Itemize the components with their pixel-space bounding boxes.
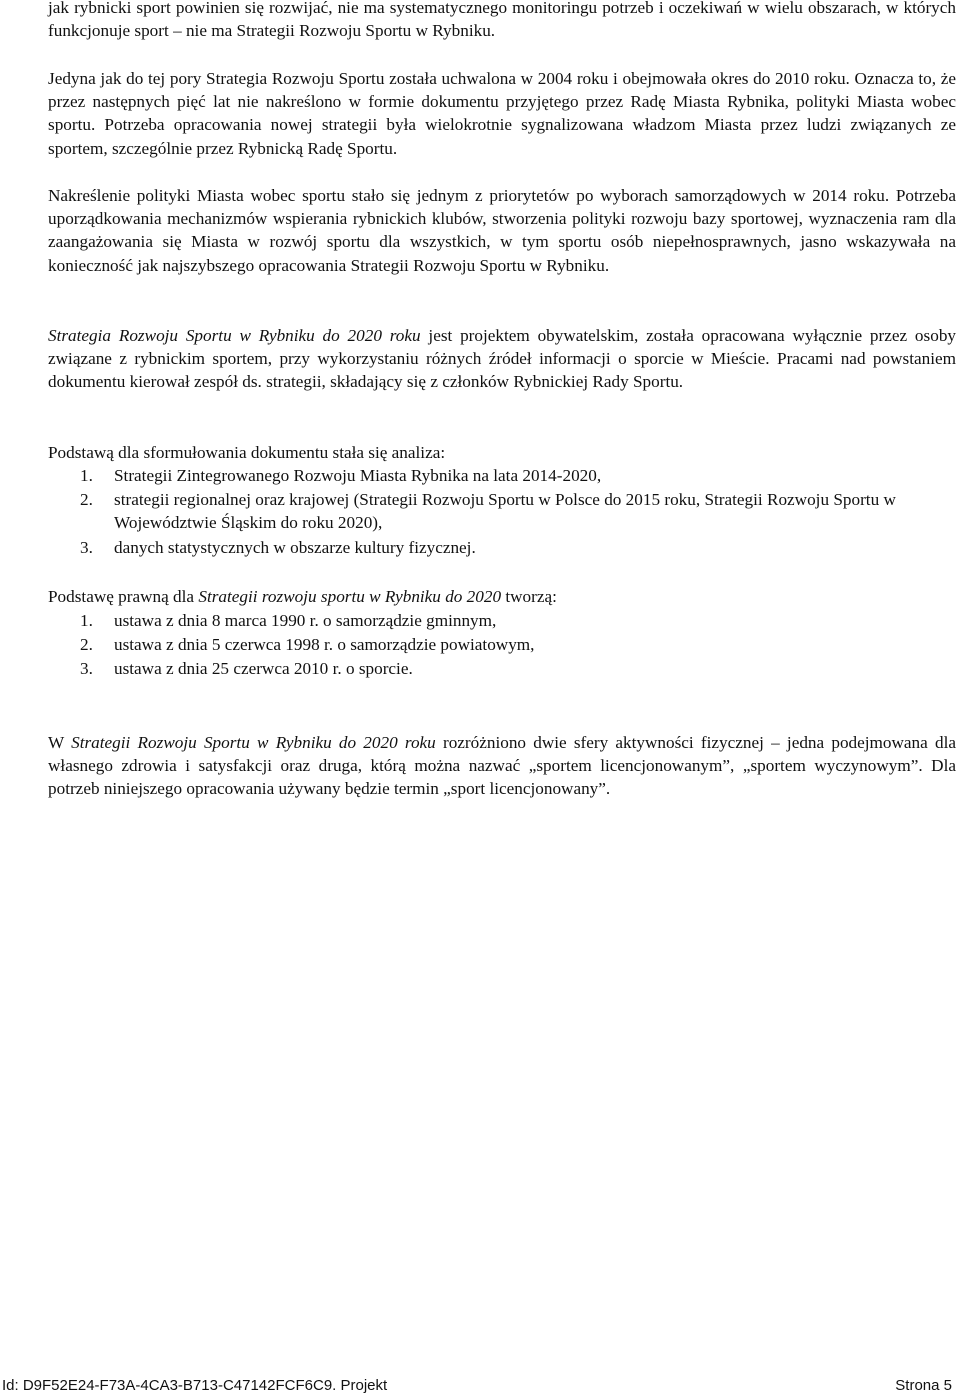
paragraph-legal-basis: Podstawę prawną dla Strategii rozwoju sportu w Rybniku do 2020 tworzą: [48,587,557,606]
list-item-text: danych statystycznych w obszarze kultury fizycznej. [114,537,476,557]
strategy-title-italic: Strategia Rozwoju Sportu w Rybniku do 2020 roku [48,326,421,345]
list-item-text: ustawa z dnia 5 czerwca 1998 r. o samorządzie powiatowym, [114,635,535,655]
list-item-text: strategii regionalnej oraz krajowej (Strategii Rozwoju Sportu w Polsce do 2015 roku, Strategii Rozwoju Sportu w Województwie Śląskim do roku 2020), [114,490,896,533]
list-item-text: ustawa z dnia 25 czerwca 2010 r. o sporcie. [114,659,413,679]
page-number: Strona 5 [895,1377,952,1394]
list-item [48,488,956,534]
strategy-title-italic: Strategii Rozwoju Sportu w Rybniku do 2020 roku [71,733,436,752]
list-item [48,464,956,487]
legal-acts-list [48,609,956,681]
list-item [48,609,956,632]
paragraph-civic-project [48,324,956,394]
list-number: 1. [80,466,93,485]
document-id: Id: D9F52E24-F73A-4CA3-B713-C47142FCF6C9. Projekt [2,1377,388,1394]
paragraph-previous-strategy: Jedyna jak do tej pory Strategia Rozwoju Sportu została uchwalona w 2004 roku i obejmowała okres do 2010 roku. Oznacza to, że przez następnych pięć lat nie nakreślono w formie dokumentu przyjętego przez Radę Miasta Rybnika, polityki Miasta wobec sportu. Potrzeba opracowania nowej strategii była wielokrotnie sygnalizowana władzom Miasta przez ludzi związanych ze sportem, szczególnie przez Rybnicką Radę Sportu. [48,69,956,158]
paragraph-activity-spheres: W Strategii Rozwoju Sportu w Rybniku do 2020 roku rozróżniono dwie sfery aktywności fizycznej – jedna podejmowana dla własnego zdrowia i satysfakcji oraz druga, którą można nazwać „sportem licencjonowanym”, „sportem wyczynowym”. Dla potrzeb niniejszego opracowania używany będzie termin „sport licencjonowany”. [48,733,956,799]
list-number: 3. [80,659,93,679]
analysis-list [48,464,956,559]
page-footer [0,1376,960,1396]
list-number: 2. [80,635,93,655]
list-number: 2. [80,490,93,510]
paragraph-intro: jak rybnicki sport powinien się rozwijać, nie ma systematycznego monitoringu potrzeb i oczekiwań w wielu obszarach, w których funkcjonuje sport – nie ma Strategii Rozwoju Sportu w Rybniku. [48,0,956,41]
list-item-text: Strategii Zintegrowanego Rozwoju Miasta Rybnika na lata 2014-2020, [114,466,602,485]
list-item [48,536,956,559]
paragraph-priorities: Nakreślenie polityki Miasta wobec sportu stało się jednym z priorytetów po wyborach samorządowych w 2014 roku. Potrzeba uporządkowania mechanizmów wspierania rybnickich klubów, stworzenia polityki rozwoju bazy sportowej, wyznaczenia ram dla zaangażowania się Miasta w rozwój sportu dla wszystkich, w tym sportu osób niepełnosprawnych, jasno wskazywała na konieczność jak najszybszego opracowania Strategii Rozwoju Sportu w Rybniku. [48,186,956,275]
strategy-title-italic: Strategii rozwoju sportu w Rybniku do 2020 [198,587,502,606]
list-item [48,657,956,680]
list-item [48,633,956,656]
list-item-text: ustawa z dnia 8 marca 1990 r. o samorządzie gminnym, [114,611,497,630]
paragraph-analysis-basis: Podstawą dla sformułowania dokumentu stała się analiza: [48,443,446,462]
list-number: 3. [80,537,93,557]
list-number: 1. [80,611,93,630]
paragraph-civic-project-text: jest projektem obywatelskim, została opracowana wyłącznie przez osoby związane z rybnickim sportem, przy wykorzystaniu różnych źródeł informacji o sporcie w Mieście. Pracami nad powstaniem dokumentu kierował zespół ds. strategii, składający się z członków Rybnickiej Rady Sportu. [48,326,957,392]
